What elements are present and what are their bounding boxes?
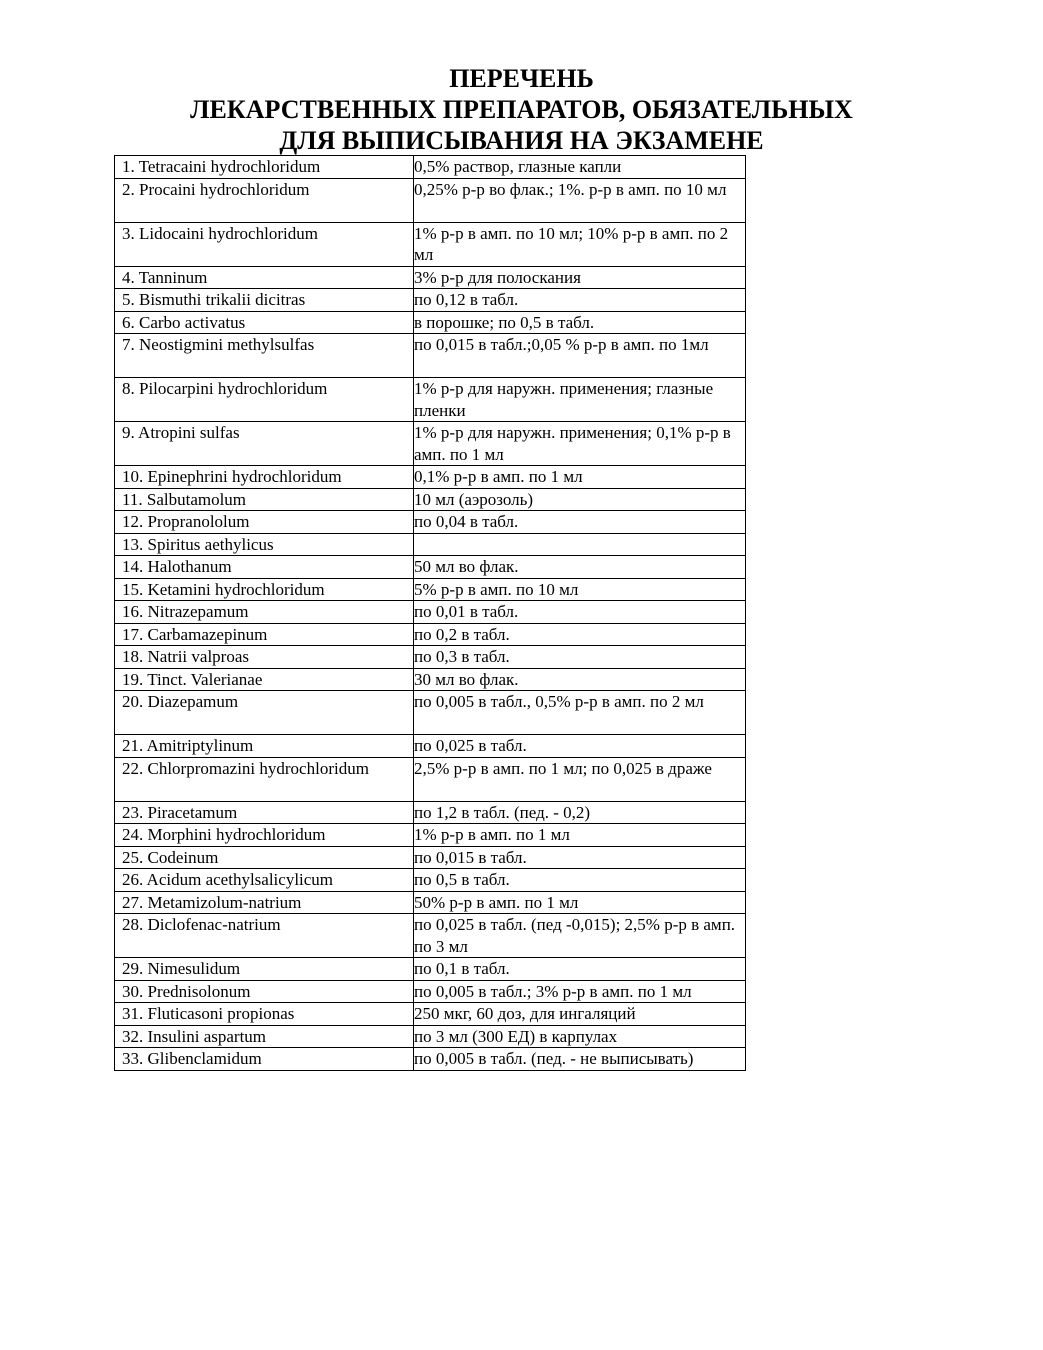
- drug-name-cell: 23. Piracetamum: [115, 801, 414, 824]
- drug-form-cell: по 0,5 в табл.: [414, 869, 746, 892]
- drug-name-cell: 9. Atropini sulfas: [115, 422, 414, 466]
- drug-name-cell: 10. Epinephrini hydrochloridum: [115, 466, 414, 489]
- drug-name-cell: 30. Prednisolonum: [115, 980, 414, 1003]
- page-title: [0, 63, 1043, 156]
- drug-name-cell: 3. Lidocaini hydrochloridum: [115, 222, 414, 266]
- drug-name-cell: 11. Salbutamolum: [115, 488, 414, 511]
- table-row: [115, 511, 746, 534]
- table-row: [115, 533, 746, 556]
- drug-name-cell: 31. Fluticasoni propionas: [115, 1003, 414, 1026]
- table-row: [115, 958, 746, 981]
- drug-form-cell: 10 мл (аэрозоль): [414, 488, 746, 511]
- drug-name-cell: 22. Chlorpromazini hydrochloridum: [115, 757, 414, 801]
- table-row: [115, 735, 746, 758]
- table-row: [115, 601, 746, 624]
- drug-name-cell: 29. Nimesulidum: [115, 958, 414, 981]
- drug-name-cell: 12. Propranololum: [115, 511, 414, 534]
- drug-form-cell: по 0,025 в табл. (пед -0,015); 2,5% р-р в амп. по 3 мл: [414, 914, 746, 958]
- table-row: [115, 801, 746, 824]
- drug-form-cell: 0,5% раствор, глазные капли: [414, 156, 746, 179]
- drug-form-cell: 5% р-р в амп. по 10 мл: [414, 578, 746, 601]
- drug-form-cell: по 0,005 в табл., 0,5% р-р в амп. по 2 мл: [414, 691, 746, 735]
- table-row: [115, 156, 746, 179]
- drug-name-cell: 18. Natrii valproas: [115, 646, 414, 669]
- drug-form-cell: по 0,005 в табл.; 3% р-р в амп. по 1 мл: [414, 980, 746, 1003]
- table-row: [115, 1048, 746, 1071]
- drug-name-cell: 13. Spiritus aethylicus: [115, 533, 414, 556]
- drug-form-cell: по 0,01 в табл.: [414, 601, 746, 624]
- drug-name-cell: 4. Tanninum: [115, 266, 414, 289]
- drug-name-cell: 16. Nitrazepamum: [115, 601, 414, 624]
- table-row: [115, 266, 746, 289]
- table-row: [115, 466, 746, 489]
- drug-form-cell: по 0,1 в табл.: [414, 958, 746, 981]
- drug-name-cell: 27. Metamizolum-natrium: [115, 891, 414, 914]
- drug-name-cell: 26. Acidum acethylsalicylicum: [115, 869, 414, 892]
- drug-form-cell: по 0,3 в табл.: [414, 646, 746, 669]
- drug-name-cell: 17. Carbamazepinum: [115, 623, 414, 646]
- drug-name-cell: 15. Ketamini hydrochloridum: [115, 578, 414, 601]
- table-row: [115, 914, 746, 958]
- drug-form-cell: 50% р-р в амп. по 1 мл: [414, 891, 746, 914]
- drug-name-cell: 14. Halothanum: [115, 556, 414, 579]
- table-row: [115, 1003, 746, 1026]
- drug-name-cell: 28. Diclofenac-natrium: [115, 914, 414, 958]
- drug-form-cell: 1% р-р в амп. по 1 мл: [414, 824, 746, 847]
- drug-form-cell: 50 мл во флак.: [414, 556, 746, 579]
- table-row: [115, 1025, 746, 1048]
- table-row: [115, 178, 746, 222]
- title-line-1: ПЕРЕЧЕНЬ: [449, 64, 594, 93]
- drug-name-cell: 20. Diazepamum: [115, 691, 414, 735]
- table-row: [115, 668, 746, 691]
- drug-table: [114, 155, 746, 1071]
- drug-form-cell: по 0,015 в табл.;0,05 % р-р в амп. по 1мл: [414, 334, 746, 378]
- table-row: [115, 578, 746, 601]
- table-row: [115, 289, 746, 312]
- drug-name-cell: 32. Insulini aspartum: [115, 1025, 414, 1048]
- drug-name-cell: 19. Tinct. Valerianae: [115, 668, 414, 691]
- drug-form-cell: по 0,015 в табл.: [414, 846, 746, 869]
- table-row: [115, 980, 746, 1003]
- drug-name-cell: 5. Bismuthi trikalii dicitras: [115, 289, 414, 312]
- drug-name-cell: 33. Glibenclamidum: [115, 1048, 414, 1071]
- drug-form-cell: по 3 мл (300 ЕД) в карпулах: [414, 1025, 746, 1048]
- drug-name-cell: 25. Codeinum: [115, 846, 414, 869]
- drug-form-cell: 1% р-р в амп. по 10 мл; 10% р-р в амп. по 2 мл: [414, 222, 746, 266]
- table-row: [115, 378, 746, 422]
- title-line-3: ДЛЯ ВЫПИСЫВАНИЯ НА ЭКЗАМЕНЕ: [279, 126, 764, 155]
- drug-form-cell: по 0,005 в табл. (пед. - не выписывать): [414, 1048, 746, 1071]
- drug-form-cell: 30 мл во флак.: [414, 668, 746, 691]
- table-row: [115, 422, 746, 466]
- table-row: [115, 623, 746, 646]
- drug-form-cell: 0,25% р-р во флак.; 1%. р-р в амп. по 10 мл: [414, 178, 746, 222]
- drug-form-cell: по 0,04 в табл.: [414, 511, 746, 534]
- drug-form-cell: 1% р-р для наружн. применения; глазные пленки: [414, 378, 746, 422]
- table-row: [115, 757, 746, 801]
- drug-form-cell: по 0,025 в табл.: [414, 735, 746, 758]
- table-row: [115, 334, 746, 378]
- drug-name-cell: 2. Procaini hydrochloridum: [115, 178, 414, 222]
- drug-name-cell: 1. Tetracaini hydrochloridum: [115, 156, 414, 179]
- table-row: [115, 869, 746, 892]
- drug-name-cell: 7. Neostigmini methylsulfas: [115, 334, 414, 378]
- drug-form-cell: 0,1% р-р в амп. по 1 мл: [414, 466, 746, 489]
- drug-form-cell: [414, 533, 746, 556]
- drug-form-cell: по 0,12 в табл.: [414, 289, 746, 312]
- table-row: [115, 488, 746, 511]
- drug-form-cell: в порошке; по 0,5 в табл.: [414, 311, 746, 334]
- table-row: [115, 846, 746, 869]
- drug-name-cell: 24. Morphini hydrochloridum: [115, 824, 414, 847]
- drug-form-cell: 2,5% р-р в амп. по 1 мл; по 0,025 в драже: [414, 757, 746, 801]
- table-row: [115, 311, 746, 334]
- table-row: [115, 646, 746, 669]
- drug-form-cell: по 0,2 в табл.: [414, 623, 746, 646]
- drug-form-cell: 1% р-р для наружн. применения; 0,1% р-р в амп. по 1 мл: [414, 422, 746, 466]
- drug-name-cell: 8. Pilocarpini hydrochloridum: [115, 378, 414, 422]
- table-row: [115, 691, 746, 735]
- table-row: [115, 222, 746, 266]
- title-line-2: ЛЕКАРСТВЕННЫХ ПРЕПАРАТОВ, ОБЯЗАТЕЛЬНЫХ: [190, 95, 853, 124]
- table-row: [115, 556, 746, 579]
- drug-form-cell: по 1,2 в табл. (пед. - 0,2): [414, 801, 746, 824]
- drug-form-cell: 250 мкг, 60 доз, для ингаляций: [414, 1003, 746, 1026]
- table-row: [115, 824, 746, 847]
- drug-name-cell: 21. Amitriptylinum: [115, 735, 414, 758]
- table-row: [115, 891, 746, 914]
- drug-name-cell: 6. Carbo activatus: [115, 311, 414, 334]
- drug-form-cell: 3% р-р для полоскания: [414, 266, 746, 289]
